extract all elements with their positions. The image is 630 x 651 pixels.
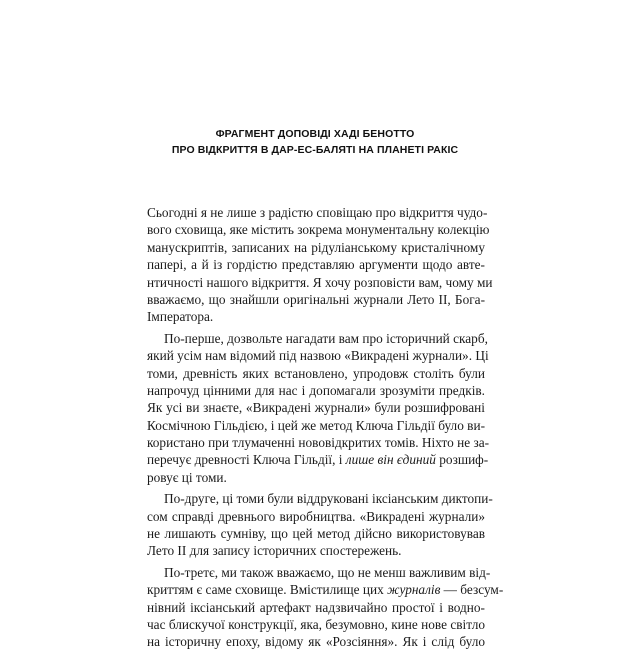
text-line: час блискучої конструкції, яка, безумовно, кине нове світло [147,616,485,632]
text-line: вважаємо, що знайшли оригінальні журнали Лето ІІ, Бога- [147,291,485,307]
heading-line-2: ПРО ВІДКРИТТЯ В ДАР-ЕС-БАЛЯТІ НА ПЛАНЕТІ РАКІС [171,144,459,156]
body-text [147,204,504,651]
heading-line-1: ФРАГМЕНТ ДОПОВІДІ ХАДІ БЕНОТТО [215,128,415,140]
text-line: нівний іксіанський артефакт надзвичайно простої і водно- [147,599,485,615]
text-segment: перечує древності Ключа Гільдії, і [147,452,346,468]
text-segment: криттям є саме сховище. Вмістилище цих [147,582,388,598]
text-line: По-третє, ми також вважаємо, що не менш важливим від- [164,564,491,580]
text-line: Імператора. [147,309,214,325]
text-line: який усім нам відомий під назвою «Викрадені журнали». Ці [147,348,489,364]
text-line: нтичності нашого відкриття. Я хочу розповісти вам, чому ми [147,274,493,290]
text-line: користано при тлумаченні нововідкритих томів. Ніхто не за- [147,435,490,451]
text-line: на історичну епоху, відому як «Розсіяння». Як і слід було [147,634,485,650]
text-line: не лишають сумніву, що цей метод дійсно використовував [147,526,485,542]
text-line: папері, а й із гордістю представляю аргументи щодо авте- [147,257,485,273]
paragraph-4 [147,564,504,651]
paragraph-3 [147,490,493,560]
text-line: Сьогодні я не лише з радістю сповіщаю про відкриття чудо- [147,205,488,220]
text-line-mixed [147,451,489,468]
text-line: По-перше, дозвольте нагадати вам про історичний скарб, [164,330,488,346]
text-line: напрочуд цінними для нас і допомагали зрозуміти предків. [147,382,485,398]
text-line: Космічною Гільдією, і цей же метод Ключа Гільдії було ви- [147,417,485,433]
chapter-heading [150,126,480,158]
text-line: Лето ІІ для запису історичних спостережень. [147,543,402,559]
text-line: сом справді древнього виробництва. «Викрадені журнали» [147,508,485,524]
paragraph-2 [147,330,490,487]
paragraph-1 [147,204,493,326]
text-segment: розшиф- [435,452,489,468]
italic-emphasis: журналів [387,582,441,598]
text-line: вого сховища, яке містить зокрема монументальну колекцію [147,222,490,238]
text-line-mixed [147,581,504,598]
text-line: Як усі ви знаєте, «Викрадені журнали» були розшифровані [147,400,485,416]
italic-emphasis: лише він єдиний [345,452,436,468]
text-segment: — безсум- [440,582,504,598]
text-line: манускриптів, записаних на рідуліанському кристалічному [147,239,485,255]
text-line: томи, древність яких встановлено, упродовж століть були [147,365,485,381]
text-line: По-друге, ці томи були віддруковані іксіанським диктопи- [164,491,493,507]
text-line: ровує ці томи. [147,469,227,485]
